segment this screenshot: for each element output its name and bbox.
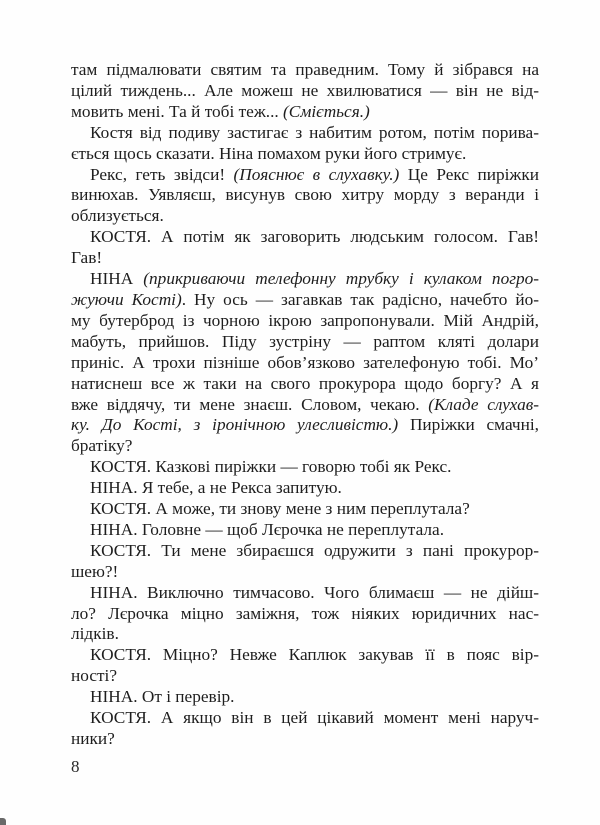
text-segment: КОСТЯ. А може, ти знову мене з ним переплутала? xyxy=(90,499,470,519)
page-number: 8 xyxy=(71,757,80,776)
text-segment: ється щось сказати. Ніна помахом руки його стримує. xyxy=(71,143,467,163)
text-segment: цілий тиждень... Але можеш не хвилюватися — він не від- xyxy=(71,80,539,100)
text-segment: там підмалювати святим та праведним. Тому й зібрався на xyxy=(71,60,539,79)
text-segment: Пиріжки смачні, xyxy=(398,415,539,435)
text-segment: НІНА. Я тебе, а не Рекса запитую. xyxy=(90,478,342,498)
text-segment: винюхав. Уявляєш, висунув свою хитру морду з веранди і xyxy=(71,185,539,205)
text-segment: Костя від подиву застигає з набитим ротом, потім порива- xyxy=(90,122,539,142)
text-line xyxy=(71,227,539,248)
text-line xyxy=(71,562,539,583)
text-line xyxy=(71,102,539,123)
stage-direction-segment: (прикриваючи телефонну трубку і кулаком погро- xyxy=(143,269,539,289)
text-line xyxy=(71,290,539,311)
text-segment: КОСТЯ. Ти мене збираєшся одружити з пані прокурор- xyxy=(90,540,539,560)
text-segment: приніс. А трохи пізніше обов’язково зателефоную тобі. Мо’ xyxy=(71,352,539,372)
text-line xyxy=(71,604,539,625)
text-line xyxy=(71,60,539,81)
text-segment: . Ну ось — загавкав так радісно, начебто йо- xyxy=(181,289,539,309)
text-line xyxy=(71,478,539,499)
stage-direction-segment: (Пояснює в слухавку.) xyxy=(233,164,400,184)
text-segment: натиснеш все ж таки на свого прокурора щодо боргу? А я xyxy=(71,373,539,393)
text-segment: шею?! xyxy=(71,561,119,581)
text-line xyxy=(71,729,539,750)
stage-direction-segment: жуючи Кості) xyxy=(71,289,182,309)
text-line xyxy=(71,520,539,541)
text-segment: НІНА. Виключно тимчасово. Чого блимаєш — не дійш- xyxy=(90,582,539,602)
text-line xyxy=(71,645,539,666)
text-segment: братіку? xyxy=(71,436,133,456)
text-line xyxy=(71,687,539,708)
stage-direction-segment: (Кладе слухав- xyxy=(428,394,539,414)
text-segment: лідків. xyxy=(71,624,119,644)
text-line xyxy=(71,123,539,144)
text-line xyxy=(71,395,539,416)
stage-direction-segment: (Сміється.) xyxy=(283,101,370,121)
text-segment: ності? xyxy=(71,666,118,686)
scan-smudge-artifact xyxy=(0,818,6,825)
text-segment: Гав! xyxy=(71,248,103,268)
text-segment: ники? xyxy=(71,729,115,748)
text-block xyxy=(71,60,539,750)
text-line xyxy=(71,374,539,395)
text-segment: НІНА. От і перевір. xyxy=(90,687,235,707)
text-segment: КОСТЯ. Казкові пиріжки — говорю тобі як Рекс. xyxy=(90,457,452,477)
text-segment: мовить мені. Та й тобі теж... xyxy=(71,101,284,121)
text-segment: Це Рекс пиріжки xyxy=(399,164,540,184)
text-line xyxy=(71,457,539,478)
text-segment: НІНА xyxy=(90,269,144,289)
text-segment: вже віддячу, ти мене знаєш. Словом, чекаю. xyxy=(71,394,429,414)
text-line xyxy=(71,248,539,269)
text-segment: НІНА. Головне — щоб Лєрочка не переплутала. xyxy=(90,519,445,539)
text-line xyxy=(71,541,539,562)
text-line xyxy=(71,206,539,227)
text-line xyxy=(71,583,539,604)
text-line xyxy=(71,144,539,165)
text-line xyxy=(71,624,539,645)
text-line xyxy=(71,165,539,186)
text-segment: мабуть, прийшов. Піду зустріну — раптом кляті долари xyxy=(71,331,539,351)
text-segment: Рекс, геть звідси! xyxy=(90,164,234,184)
stage-direction-segment: ку. До Кості, з іронічною улесливістю.) xyxy=(71,415,399,435)
text-line xyxy=(71,311,539,332)
text-segment: му бутерброд із чорною ікрою запропонували. Мій Андрій, xyxy=(71,310,539,330)
text-line xyxy=(71,185,539,206)
text-line xyxy=(71,269,539,290)
text-line xyxy=(71,666,539,687)
text-segment: КОСТЯ. А якщо він в цей цікавий момент мені наруч- xyxy=(90,708,539,728)
text-segment: КОСТЯ. А потім як заговорить людським голосом. Гав! xyxy=(90,227,539,247)
text-line xyxy=(71,499,539,520)
text-line xyxy=(71,415,539,436)
text-line xyxy=(71,81,539,102)
text-line xyxy=(71,708,539,729)
text-segment: облизується. xyxy=(71,206,164,226)
text-line xyxy=(71,436,539,457)
text-line xyxy=(71,353,539,374)
text-segment: ло? Лєрочка міцно заміжня, тож ніяких юридичних нас- xyxy=(71,603,539,623)
text-line xyxy=(71,332,539,353)
text-segment: КОСТЯ. Міцно? Невже Каплюк закував її в пояс вір- xyxy=(90,645,539,665)
